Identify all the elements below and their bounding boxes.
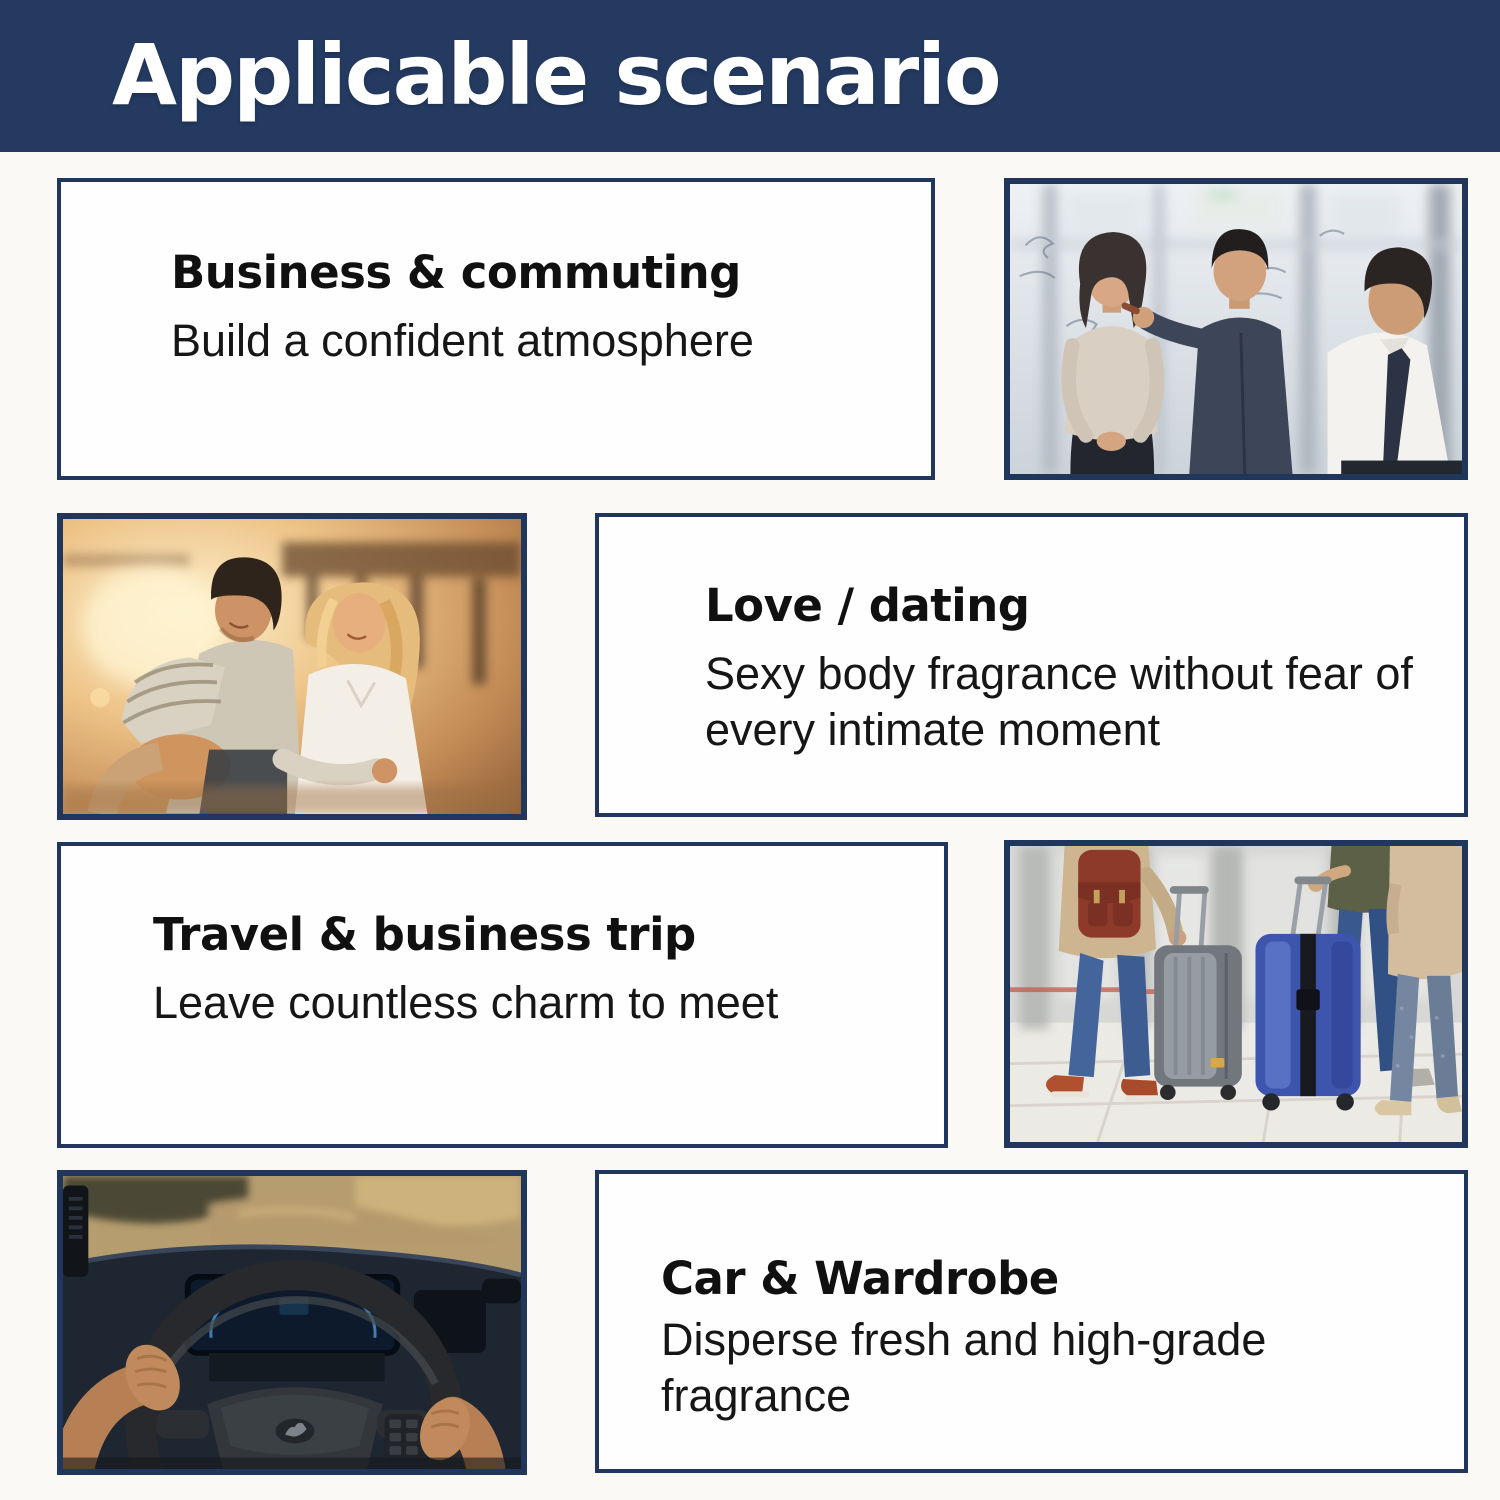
couple-photo-illustration bbox=[63, 519, 521, 814]
scenario-title-business: Business & commuting bbox=[171, 246, 741, 299]
scenario-title-travel: Travel & business trip bbox=[153, 908, 696, 961]
car-wardrobe-photo bbox=[57, 1170, 527, 1475]
love-dating-photo bbox=[57, 513, 527, 820]
travel-luggage-photo bbox=[1004, 840, 1468, 1148]
scenario-card-business bbox=[57, 178, 935, 480]
business-photo-illustration bbox=[1010, 184, 1462, 474]
scenario-description-car-wardrobe: Disperse fresh and high-grade fragrance bbox=[661, 1314, 1267, 1422]
airport-photo-illustration bbox=[1010, 846, 1462, 1142]
scenario-description-business: Build a confident atmosphere bbox=[171, 315, 754, 367]
page-header bbox=[0, 0, 1500, 152]
side-vent bbox=[63, 1186, 88, 1277]
scenario-title-love-dating: Love / dating bbox=[705, 579, 1030, 632]
business-commuting-photo bbox=[1004, 178, 1468, 480]
scenario-card-travel bbox=[57, 842, 948, 1148]
scenario-title-car-wardrobe: Car & Wardrobe bbox=[661, 1252, 1059, 1305]
scenario-card-love-dating bbox=[595, 513, 1468, 817]
car-interior-illustration bbox=[63, 1176, 521, 1469]
scenario-card-car-wardrobe bbox=[595, 1170, 1468, 1473]
scenario-description-travel: Leave countless charm to meet bbox=[153, 977, 779, 1029]
page-title: Applicable scenario bbox=[112, 26, 1000, 124]
scenario-description-love-dating: Sexy body fragrance without fear of every intimate moment bbox=[705, 648, 1413, 756]
